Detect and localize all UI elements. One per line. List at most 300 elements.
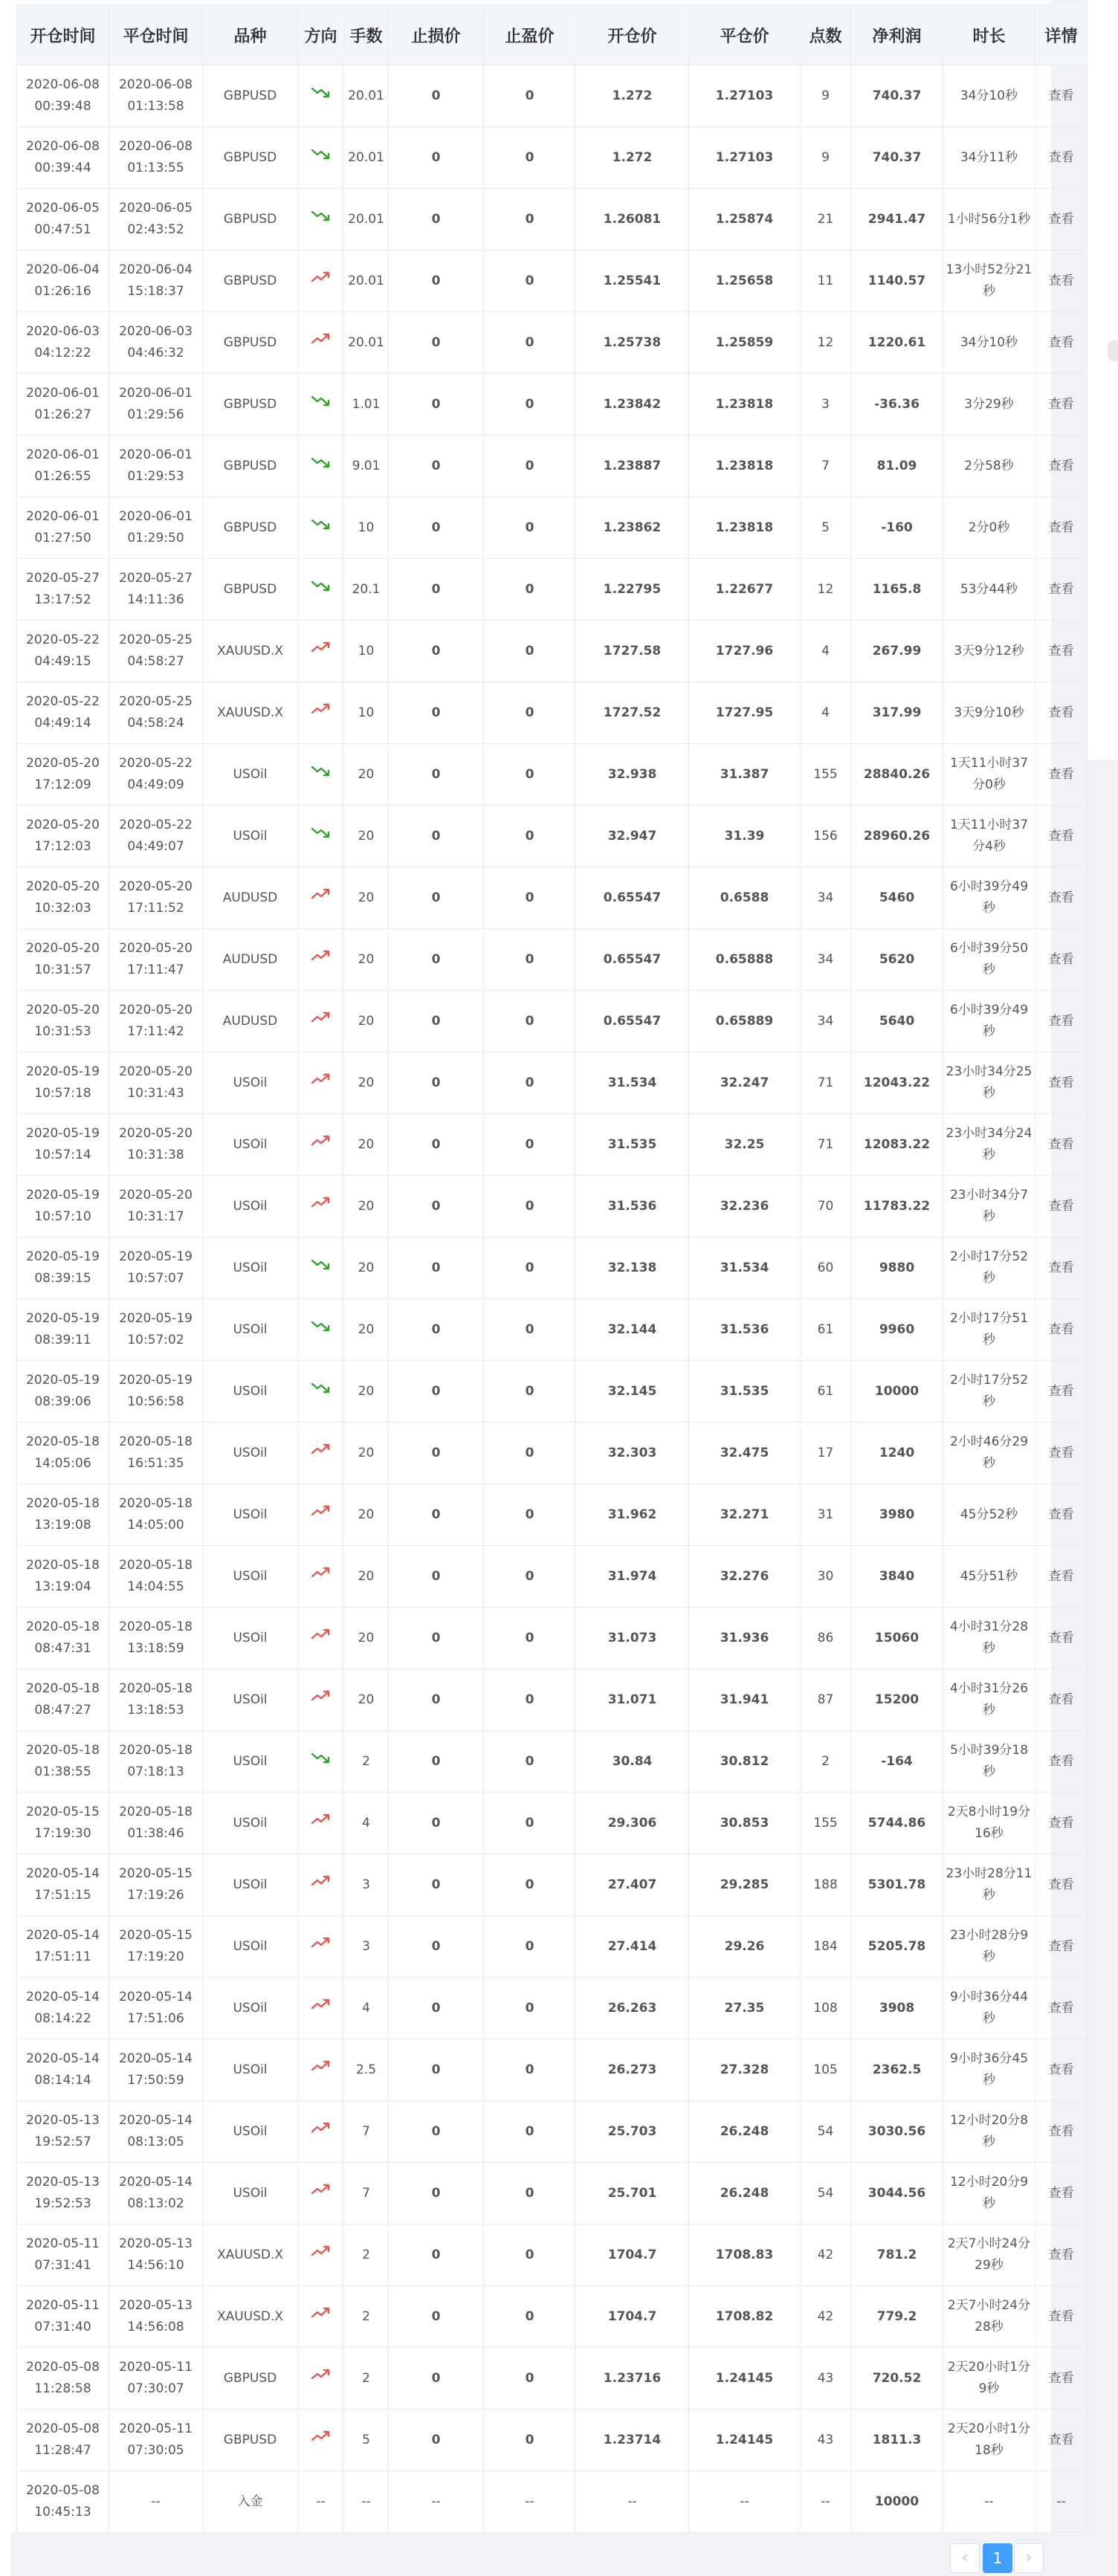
open-price: 32.303 <box>576 1423 689 1484</box>
open-price: 27.407 <box>576 1854 689 1916</box>
deposit-open-price: -- <box>576 2471 689 2533</box>
take-profit: 0 <box>484 1052 576 1114</box>
open-price: 31.535 <box>576 1114 689 1176</box>
table-header-row <box>17 5 1088 65</box>
close-price: 0.65888 <box>689 929 801 991</box>
open-time: 2020-05-20 10:32:03 <box>17 867 109 929</box>
symbol: GBPUSD <box>203 374 298 436</box>
duration: 2小时17分52秒 <box>943 1237 1035 1299</box>
view-details-link[interactable]: 查看 <box>1035 806 1088 867</box>
stop-loss: 0 <box>389 867 484 929</box>
deposit-time: 2020-05-08 10:45:13 <box>17 2471 109 2533</box>
net-profit: 2362.5 <box>851 2039 943 2101</box>
deposit-close-price: -- <box>689 2471 801 2533</box>
view-details-link[interactable]: 查看 <box>1035 189 1088 250</box>
trend-up-icon <box>310 331 332 346</box>
deposit-take-profit: -- <box>484 2471 576 2533</box>
direction <box>298 497 344 559</box>
view-details-link[interactable]: 查看 <box>1035 1361 1088 1423</box>
close-price: 1708.82 <box>689 2286 801 2348</box>
take-profit: 0 <box>484 867 576 929</box>
view-details-link[interactable]: 查看 <box>1035 2101 1088 2163</box>
close-price: 32.475 <box>689 1423 801 1484</box>
net-profit: 267.99 <box>851 621 943 682</box>
direction <box>298 806 344 867</box>
page-1-button[interactable]: 1 <box>983 2543 1012 2573</box>
view-details-link[interactable]: 查看 <box>1035 1484 1088 1546</box>
open-time: 2020-06-08 00:39:48 <box>17 65 109 127</box>
view-details-link[interactable]: 查看 <box>1035 374 1088 436</box>
symbol: XAUUSD.X <box>203 682 298 744</box>
duration: 53分44秒 <box>943 559 1035 621</box>
table-row <box>17 1978 1088 2039</box>
close-price: 32.276 <box>689 1546 801 1608</box>
direction <box>298 744 344 806</box>
view-details-link[interactable]: 查看 <box>1035 1176 1088 1237</box>
view-details-link[interactable]: 查看 <box>1035 1978 1088 2039</box>
trend-down-icon <box>310 455 332 470</box>
net-profit: -36.36 <box>851 374 943 436</box>
duration: 6小时39分50秒 <box>943 929 1035 991</box>
stop-loss: 0 <box>389 1669 484 1731</box>
direction <box>298 1546 344 1608</box>
view-details-link[interactable]: 查看 <box>1035 1731 1088 1793</box>
symbol: USOil <box>203 1484 298 1546</box>
open-time: 2020-06-05 00:47:51 <box>17 189 109 250</box>
open-price: 1.23716 <box>576 2348 689 2410</box>
lots: 20.01 <box>344 250 389 312</box>
left-strip <box>0 0 10 2576</box>
table-row <box>17 1052 1088 1114</box>
lots: 20.01 <box>344 312 389 374</box>
view-details-link[interactable]: 查看 <box>1035 2410 1088 2471</box>
open-time: 2020-05-11 07:31:40 <box>17 2286 109 2348</box>
symbol: USOil <box>203 1854 298 1916</box>
take-profit: 0 <box>484 559 576 621</box>
table-row <box>17 250 1088 312</box>
close-price: 27.35 <box>689 1978 801 2039</box>
stop-loss: 0 <box>389 127 484 189</box>
symbol: USOil <box>203 1114 298 1176</box>
take-profit: 0 <box>484 250 576 312</box>
table-row <box>17 621 1088 682</box>
open-time: 2020-05-19 10:57:10 <box>17 1176 109 1237</box>
trend-down-icon <box>310 85 332 100</box>
symbol: USOil <box>203 1423 298 1484</box>
close-time: 2020-05-18 14:04:55 <box>109 1546 203 1608</box>
view-details-link[interactable]: 查看 <box>1035 250 1088 312</box>
view-details-link[interactable]: 查看 <box>1035 1793 1088 1854</box>
header-open-price: 开仓价 <box>576 5 689 65</box>
points: 12 <box>801 312 851 374</box>
points: 155 <box>801 1793 851 1854</box>
close-price: 1727.96 <box>689 621 801 682</box>
table-row <box>17 2163 1088 2224</box>
table-row <box>17 744 1088 806</box>
open-price: 32.947 <box>576 806 689 867</box>
stop-loss: 0 <box>389 2039 484 2101</box>
direction <box>298 991 344 1052</box>
trend-down-icon <box>310 1380 332 1395</box>
close-price: 30.812 <box>689 1731 801 1793</box>
duration: 45分51秒 <box>943 1546 1035 1608</box>
close-time: 2020-05-20 17:11:42 <box>109 991 203 1052</box>
view-details-link[interactable]: 查看 <box>1035 2163 1088 2224</box>
open-time: 2020-05-27 13:17:52 <box>17 559 109 621</box>
open-time: 2020-05-19 10:57:14 <box>17 1114 109 1176</box>
symbol: USOil <box>203 1299 298 1361</box>
duration: 34分10秒 <box>943 65 1035 127</box>
points: 42 <box>801 2224 851 2286</box>
duration: 23小时34分7秒 <box>943 1176 1035 1237</box>
view-details-link[interactable]: 查看 <box>1035 929 1088 991</box>
symbol: USOil <box>203 1546 298 1608</box>
take-profit: 0 <box>484 374 576 436</box>
open-time: 2020-05-08 11:28:47 <box>17 2410 109 2471</box>
trend-down-icon <box>310 578 332 593</box>
trend-down-icon <box>310 517 332 531</box>
symbol: GBPUSD <box>203 127 298 189</box>
take-profit: 0 <box>484 744 576 806</box>
table-row <box>17 127 1088 189</box>
duration: 5小时39分18秒 <box>943 1731 1035 1793</box>
view-details-link[interactable]: 查看 <box>1035 2039 1088 2101</box>
take-profit: 0 <box>484 189 576 250</box>
lots: 20.01 <box>344 127 389 189</box>
view-details-link[interactable]: 查看 <box>1035 1669 1088 1731</box>
net-profit: 28960.26 <box>851 806 943 867</box>
net-profit: 1220.61 <box>851 312 943 374</box>
table-row <box>17 1237 1088 1299</box>
net-profit: 28840.26 <box>851 744 943 806</box>
stop-loss: 0 <box>389 2348 484 2410</box>
open-price: 0.65547 <box>576 991 689 1052</box>
table-row <box>17 1176 1088 1237</box>
points: 2 <box>801 1731 851 1793</box>
take-profit: 0 <box>484 1114 576 1176</box>
symbol: GBPUSD <box>203 250 298 312</box>
duration: 2天20小时1分18秒 <box>943 2410 1035 2471</box>
view-details-link[interactable]: 查看 <box>1035 497 1088 559</box>
direction <box>298 2410 344 2471</box>
take-profit: 0 <box>484 1793 576 1854</box>
lots: 7 <box>344 2163 389 2224</box>
open-price: 27.414 <box>576 1916 689 1978</box>
header-details: 详情 <box>1035 5 1088 65</box>
close-time: 2020-05-20 10:31:17 <box>109 1176 203 1237</box>
side-panel-handle[interactable] <box>1108 340 1118 361</box>
table-row <box>17 1361 1088 1423</box>
lots: 20 <box>344 806 389 867</box>
symbol: AUDUSD <box>203 991 298 1052</box>
close-price: 31.387 <box>689 744 801 806</box>
open-time: 2020-05-20 10:31:57 <box>17 929 109 991</box>
deposit-stop-loss: -- <box>389 2471 484 2533</box>
direction <box>298 250 344 312</box>
close-time: 2020-06-05 02:43:52 <box>109 189 203 250</box>
duration: 2天7小时24分29秒 <box>943 2224 1035 2286</box>
lots: 20 <box>344 867 389 929</box>
deposit-direction: -- <box>298 2471 344 2533</box>
take-profit: 0 <box>484 991 576 1052</box>
duration: 2小时17分51秒 <box>943 1299 1035 1361</box>
points: 105 <box>801 2039 851 2101</box>
duration: 1天11小时37分4秒 <box>943 806 1035 867</box>
header-stop-loss: 止损价 <box>389 5 484 65</box>
open-price: 1.25738 <box>576 312 689 374</box>
stop-loss: 0 <box>389 1176 484 1237</box>
direction <box>298 1669 344 1731</box>
symbol: GBPUSD <box>203 436 298 497</box>
close-time: 2020-05-25 04:58:27 <box>109 621 203 682</box>
view-details-link[interactable]: 查看 <box>1035 2286 1088 2348</box>
duration: 3天9分10秒 <box>943 682 1035 744</box>
points: 71 <box>801 1052 851 1114</box>
trend-up-icon <box>310 2059 332 2074</box>
duration: 12小时20分9秒 <box>943 2163 1035 2224</box>
duration: 2小时17分52秒 <box>943 1361 1035 1423</box>
lots: 20 <box>344 1237 389 1299</box>
trend-up-icon <box>310 2367 332 2382</box>
symbol: USOil <box>203 1052 298 1114</box>
close-time: 2020-05-19 10:57:07 <box>109 1237 203 1299</box>
close-time: 2020-05-20 10:31:38 <box>109 1114 203 1176</box>
points: 43 <box>801 2348 851 2410</box>
open-time: 2020-05-22 04:49:15 <box>17 621 109 682</box>
duration: 1小时56分1秒 <box>943 189 1035 250</box>
close-time: 2020-06-04 15:18:37 <box>109 250 203 312</box>
close-price: 31.535 <box>689 1361 801 1423</box>
symbol: USOil <box>203 1361 298 1423</box>
symbol: USOil <box>203 806 298 867</box>
table-row <box>17 2101 1088 2163</box>
view-details-link[interactable]: 查看 <box>1035 991 1088 1052</box>
header-take-profit: 止盈价 <box>484 5 576 65</box>
open-price: 1.23862 <box>576 497 689 559</box>
table-row <box>17 867 1088 929</box>
duration: 2分58秒 <box>943 436 1035 497</box>
duration: 23小时28分11秒 <box>943 1854 1035 1916</box>
stop-loss: 0 <box>389 2163 484 2224</box>
points: 54 <box>801 2163 851 2224</box>
open-time: 2020-06-01 01:27:50 <box>17 497 109 559</box>
table-row <box>17 2039 1088 2101</box>
points: 34 <box>801 991 851 1052</box>
points: 30 <box>801 1546 851 1608</box>
view-details-link[interactable]: 查看 <box>1035 2224 1088 2286</box>
lots: 10 <box>344 621 389 682</box>
trend-down-icon <box>310 1318 332 1333</box>
open-time: 2020-05-08 11:28:58 <box>17 2348 109 2410</box>
close-time: 2020-05-13 14:56:10 <box>109 2224 203 2286</box>
open-price: 25.701 <box>576 2163 689 2224</box>
duration: 6小时39分49秒 <box>943 867 1035 929</box>
stop-loss: 0 <box>389 65 484 127</box>
lots: 7 <box>344 2101 389 2163</box>
stop-loss: 0 <box>389 682 484 744</box>
trend-up-icon <box>310 1812 332 1827</box>
prev-page-button[interactable]: ‹ <box>950 2543 980 2573</box>
trend-up-icon <box>310 640 332 655</box>
take-profit: 0 <box>484 436 576 497</box>
view-details-link[interactable]: 查看 <box>1035 312 1088 374</box>
view-details-link[interactable]: 查看 <box>1035 1052 1088 1114</box>
net-profit: 781.2 <box>851 2224 943 2286</box>
table-row <box>17 1731 1088 1793</box>
table-row <box>17 1546 1088 1608</box>
lots: 3 <box>344 1854 389 1916</box>
view-details-link[interactable]: 查看 <box>1035 1608 1088 1669</box>
symbol: USOil <box>203 1731 298 1793</box>
lots: 4 <box>344 1793 389 1854</box>
stop-loss: 0 <box>389 1052 484 1114</box>
stop-loss: 0 <box>389 559 484 621</box>
view-details-link[interactable]: 查看 <box>1035 127 1088 189</box>
direction <box>298 1237 344 1299</box>
trend-up-icon <box>310 1935 332 1950</box>
close-price: 0.6588 <box>689 867 801 929</box>
view-details-link[interactable]: 查看 <box>1035 867 1088 929</box>
trend-up-icon <box>310 2305 332 2320</box>
stop-loss: 0 <box>389 1484 484 1546</box>
table-row <box>17 65 1088 127</box>
view-details-link[interactable]: 查看 <box>1035 1423 1088 1484</box>
view-details-link[interactable]: 查看 <box>1035 65 1088 127</box>
direction <box>298 867 344 929</box>
close-time: 2020-06-08 01:13:55 <box>109 127 203 189</box>
open-price: 30.84 <box>576 1731 689 1793</box>
open-price: 1.23842 <box>576 374 689 436</box>
take-profit: 0 <box>484 621 576 682</box>
duration: 13小时52分21秒 <box>943 250 1035 312</box>
symbol: USOil <box>203 1793 298 1854</box>
view-details-link[interactable]: 查看 <box>1035 1299 1088 1361</box>
view-details-link[interactable]: 查看 <box>1035 621 1088 682</box>
view-details-link[interactable]: 查看 <box>1035 1546 1088 1608</box>
points: 42 <box>801 2286 851 2348</box>
trend-up-icon <box>310 887 332 902</box>
take-profit: 0 <box>484 1176 576 1237</box>
take-profit: 0 <box>484 1423 576 1484</box>
points: 7 <box>801 436 851 497</box>
lots: 20 <box>344 1423 389 1484</box>
stop-loss: 0 <box>389 621 484 682</box>
net-profit: 5620 <box>851 929 943 991</box>
stop-loss: 0 <box>389 929 484 991</box>
trend-up-icon <box>310 1010 332 1025</box>
open-price: 25.703 <box>576 2101 689 2163</box>
deposit-close-time: -- <box>109 2471 203 2533</box>
net-profit: 317.99 <box>851 682 943 744</box>
points: 9 <box>801 127 851 189</box>
table-row <box>17 806 1088 867</box>
table-row <box>17 2410 1088 2471</box>
trend-up-icon <box>310 1689 332 1703</box>
view-details-link[interactable]: 查看 <box>1035 2348 1088 2410</box>
open-price: 31.534 <box>576 1052 689 1114</box>
direction <box>298 1114 344 1176</box>
net-profit: 15200 <box>851 1669 943 1731</box>
direction <box>298 1176 344 1237</box>
table-row <box>17 1608 1088 1669</box>
open-time: 2020-05-20 10:31:53 <box>17 991 109 1052</box>
points: 34 <box>801 867 851 929</box>
close-time: 2020-05-11 07:30:05 <box>109 2410 203 2471</box>
open-price: 1727.58 <box>576 621 689 682</box>
open-time: 2020-05-19 10:57:18 <box>17 1052 109 1114</box>
stop-loss: 0 <box>389 1731 484 1793</box>
view-details-link[interactable]: 查看 <box>1035 436 1088 497</box>
stop-loss: 0 <box>389 1299 484 1361</box>
points: 156 <box>801 806 851 867</box>
view-details-link[interactable]: 查看 <box>1035 1854 1088 1916</box>
view-details-link[interactable]: 查看 <box>1035 1237 1088 1299</box>
lots: 20 <box>344 929 389 991</box>
table-row <box>17 2286 1088 2348</box>
duration: 3天9分12秒 <box>943 621 1035 682</box>
lots: 2 <box>344 2348 389 2410</box>
points: 31 <box>801 1484 851 1546</box>
stop-loss: 0 <box>389 1423 484 1484</box>
open-price: 26.263 <box>576 1978 689 2039</box>
open-time: 2020-05-18 01:38:55 <box>17 1731 109 1793</box>
lots: 20.1 <box>344 559 389 621</box>
close-time: 2020-06-01 01:29:50 <box>109 497 203 559</box>
lots: 20 <box>344 1669 389 1731</box>
stop-loss: 0 <box>389 1978 484 2039</box>
next-page-button[interactable]: › <box>1014 2543 1044 2573</box>
view-details-link[interactable]: 查看 <box>1035 1916 1088 1978</box>
points: 155 <box>801 744 851 806</box>
lots: 2.5 <box>344 2039 389 2101</box>
close-price: 29.285 <box>689 1854 801 1916</box>
close-price: 1.22677 <box>689 559 801 621</box>
lots: 10 <box>344 497 389 559</box>
view-details-link[interactable]: 查看 <box>1035 1114 1088 1176</box>
trend-down-icon <box>310 1750 332 1765</box>
view-details-link[interactable]: 查看 <box>1035 559 1088 621</box>
open-price: 31.073 <box>576 1608 689 1669</box>
open-time: 2020-05-18 08:47:27 <box>17 1669 109 1731</box>
trend-up-icon <box>310 2182 332 2197</box>
table-body <box>17 65 1088 2533</box>
points: 188 <box>801 1854 851 1916</box>
close-time: 2020-06-01 01:29:56 <box>109 374 203 436</box>
symbol: USOil <box>203 744 298 806</box>
close-price: 1.27103 <box>689 127 801 189</box>
close-price: 1.25658 <box>689 250 801 312</box>
net-profit: 5744.86 <box>851 1793 943 1854</box>
net-profit: 5301.78 <box>851 1854 943 1916</box>
close-time: 2020-05-11 07:30:07 <box>109 2348 203 2410</box>
table-row <box>17 189 1088 250</box>
symbol: USOil <box>203 1608 298 1669</box>
duration: 34分10秒 <box>943 312 1035 374</box>
view-details-link[interactable]: 查看 <box>1035 744 1088 806</box>
table-row <box>17 374 1088 436</box>
open-time: 2020-05-13 19:52:57 <box>17 2101 109 2163</box>
symbol: GBPUSD <box>203 312 298 374</box>
view-details-link[interactable]: 查看 <box>1035 682 1088 744</box>
net-profit: -164 <box>851 1731 943 1793</box>
net-profit: 3908 <box>851 1978 943 2039</box>
table-row <box>17 1423 1088 1484</box>
close-price: 1.24145 <box>689 2410 801 2471</box>
close-time: 2020-05-20 17:11:52 <box>109 867 203 929</box>
open-time: 2020-05-14 17:51:11 <box>17 1916 109 1978</box>
open-price: 1.272 <box>576 127 689 189</box>
deposit-details: -- <box>1035 2471 1088 2533</box>
